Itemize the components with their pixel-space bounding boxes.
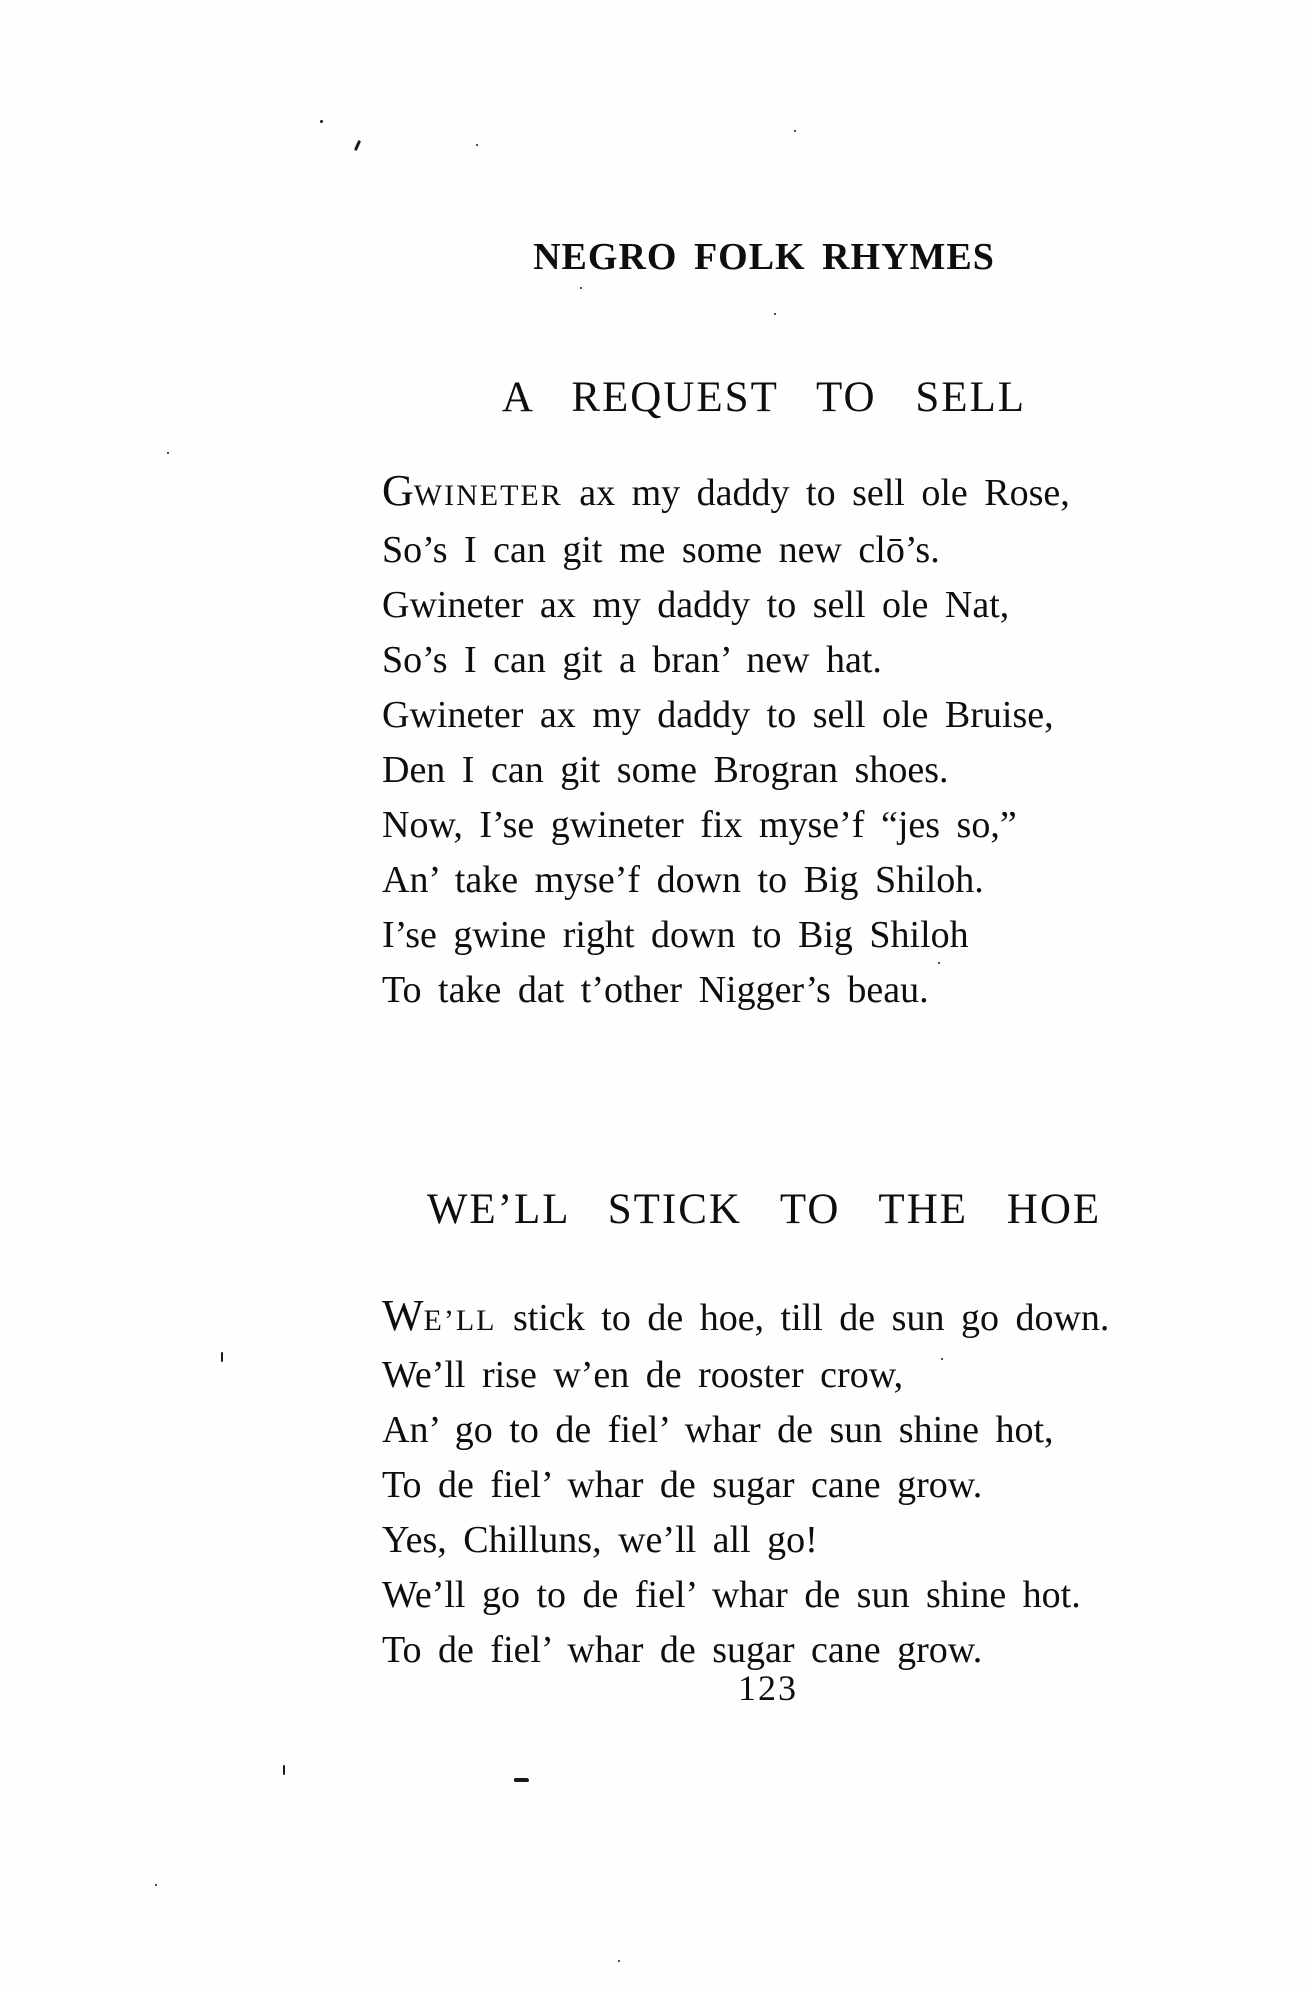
scan-speck [794,130,796,132]
poem-line: GWINETER ax my daddy to sell ole Rose, [382,466,1070,515]
poem-line: We’ll go to de fiel’ whar de sun shine hot. [382,1574,1081,1616]
lead-capital: G [382,466,414,515]
poem-line: Now, I’se gwineter fix myse’f “jes so,” [382,804,1017,846]
scan-speck [354,140,361,151]
poem-line: To de fiel’ whar de sugar cane grow. [382,1629,983,1671]
poem-line: So’s I can git me some new clō’s. [382,529,940,571]
scan-speck [221,1352,223,1362]
poem-line: An’ take myse’f down to Big Shiloh. [382,859,984,901]
poem-line: Den I can git some Brogran shoes. [382,749,949,791]
scan-speck [283,1765,285,1775]
scan-speck [580,287,582,289]
scan-speck [155,1884,157,1886]
poem-line: Yes, Chilluns, we’ll all go! [382,1519,818,1561]
running-head: NEGRO FOLK RHYMES [533,236,995,278]
scan-speck [167,452,169,454]
poem-line: So’s I can git a bran’ new hat. [382,639,882,681]
poem-stanza [382,1288,1110,1678]
scan-speck [320,120,323,123]
poem-line: Gwineter ax my daddy to sell ole Bruise, [382,694,1054,736]
scan-speck [774,313,776,315]
scan-speck [618,1960,620,1962]
poem-line: To de fiel’ whar de sugar cane grow. [382,1464,983,1506]
poem-title: WE’LL STICK TO THE HOE [426,1186,1102,1233]
poem-line: To take dat t’other Nigger’s beau. [382,969,929,1011]
poem-stanza [382,463,1102,1018]
poem-line: We’ll rise w’en de rooster crow, [382,1354,904,1396]
scan-speck [938,962,940,964]
lead-small-caps: E’LL [423,1304,497,1337]
poem-line: An’ go to de fiel’ whar de sun shine hot, [382,1409,1054,1451]
poem-line: WE’LL stick to de hoe, till de sun go down. [382,1291,1110,1340]
page-number: 123 [738,1668,798,1708]
poem-line: Gwineter ax my daddy to sell ole Nat, [382,584,1010,626]
poem-line: I’se gwine right down to Big Shiloh [382,914,969,956]
scan-speck [514,1778,529,1782]
lead-capital: W [382,1291,424,1340]
lead-small-caps: WINETER [413,479,563,512]
scan-speck [941,1358,943,1360]
scan-speck [476,144,478,146]
poem-title: A REQUEST TO SELL [501,374,1027,421]
